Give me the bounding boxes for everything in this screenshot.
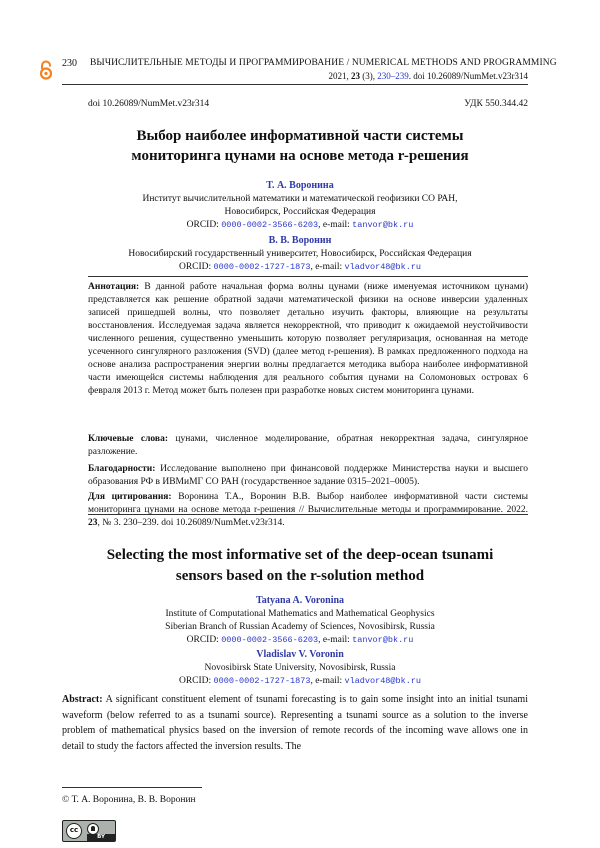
ru-keywords-text: цунами, численное моделирование, обратная некорректная задача, сингулярное разложение. [88, 434, 529, 457]
ru-keywords-label: Ключевые слова: [88, 434, 168, 444]
ru-author2-orcid-link[interactable]: 0000-0002-1727-1873 [213, 262, 311, 272]
ru-author2-affiliation [60, 248, 540, 274]
ru-author2-contacts [60, 261, 540, 274]
en-author1-orcid-link[interactable]: 0000-0002-3566-6203 [221, 635, 319, 645]
ru-citation [88, 491, 528, 530]
ru-cite-volume: 23 [88, 518, 98, 528]
ru-thanks-label: Благодарности: [88, 464, 156, 474]
en-abstract-label: Abstract: [62, 694, 103, 705]
ru-cite-text: Воронина Т.А., Воронин В.В. Выбор наиболее информативной части системы мониторинга цунами на основе метода r-решения // Вычислительные методы и программирование. 2022. [88, 492, 528, 515]
en-author1-affiliation [60, 608, 540, 647]
en-abstract-text: A significant constituent element of tsunami forecasting is to gain some insight into an initial tsunami waveform (below referred to as a tsunami source). Representing a tsunami source as a solution to the inverse problem of mathematical physics based on the inversion of remote records of the incoming wave allows one in detail to study the factors affected the inversion results. The [62, 694, 528, 752]
ru-author1-email-link[interactable]: tanvor@bk.ru [352, 220, 414, 230]
en-author2-affiliation [60, 662, 540, 688]
en-author1-affil-line1: Institute of Computational Mathematics and Mathematical Geophysics [165, 609, 435, 619]
ru-title-line2: мониторинга цунами на основе метода r-решения [131, 148, 469, 164]
ru-abstract-top-rule [88, 276, 528, 277]
issue-volume: 23 [351, 71, 360, 81]
en-author1-email-link[interactable]: tanvor@bk.ru [352, 635, 414, 645]
open-access-icon [38, 60, 54, 80]
journal-title: ВЫЧИСЛИТЕЛЬНЫЕ МЕТОДЫ И ПРОГРАММИРОВАНИЕ / NUMERICAL METHODS AND PROGRAMMING [90, 58, 557, 68]
en-author1-name: Tatyana A. Voronina [255, 595, 345, 606]
doi: doi 10.26089/NumMet.v23r314 [88, 99, 210, 109]
ru-cite-label: Для цитирования: [88, 492, 172, 502]
orcid-label: ORCID: [178, 262, 214, 272]
en-author2-orcid-link[interactable]: 0000-0002-1727-1873 [213, 676, 311, 686]
ru-keywords [88, 433, 528, 459]
en-title-line2: sensors based on the r-solution method [175, 568, 425, 584]
orcid-label: ORCID: [186, 220, 222, 230]
ru-thanks-text: Исследование выполнено при финансовой поддержке Министерства науки и высшего образования РФ в ИВМиМГ СО РАН (государственное задание 0315–2021–0005). [88, 464, 528, 487]
email-label: , e-mail: [310, 262, 345, 272]
email-label: , e-mail: [318, 220, 353, 230]
en-abstract [62, 692, 528, 754]
ru-author2-email-link[interactable]: vladvor48@bk.ru [344, 262, 422, 272]
ru-acknowledgements [88, 463, 528, 489]
en-author2-contacts [60, 675, 540, 688]
issue-number: (3), [360, 71, 378, 81]
issue-doi: . doi 10.26089/NumMet.v23r314 [408, 71, 528, 81]
ru-author1-contacts [60, 219, 540, 232]
copyright-footnote: © Т. А. Воронина, В. В. Воронин [62, 795, 196, 805]
cc-by-icon[interactable] [62, 820, 116, 842]
by-label: BY [87, 834, 115, 841]
cc-circle: cc [66, 823, 82, 839]
ru-author2-name: В. В. Воронин [268, 235, 332, 246]
ru-abstract-text: В данной работе начальная форма волны цунами (ниже именуемая источником цунами) представляется как решение обратной задачи математической физики на основе инверсии удаленных записей пришедшей волны, что позволяет детально изучить факторы, влияющие на результаты восстановления. Исследуемая задача является некорректной, что приводит к ожидаемой неустойчивости численного решения, существенно уменьшить которую позволяет регуляризация, основанная на методе усеченного сингулярного разложения (SVD) (далее метод r-решения). В рамках предложенного подхода на основе анализа распространения энергии волны предлагается методика выбора наиболее информативной части имеющейся системы наблюдения для реального события цунами на Соломоновых островах 6 февраля 2013 г. Метод может быть полезен при разработке новых систем мониторинга цунами. [88, 282, 528, 396]
ru-abstract [88, 281, 528, 398]
ru-author1-affil-line1: Институт вычислительной математики и математической геофизики СО РАН, [142, 194, 458, 204]
ru-cite-rest: , № 3. 230–239. doi 10.26089/NumMet.v23r314. [97, 518, 285, 528]
en-author2-email-link[interactable]: vladvor48@bk.ru [344, 676, 422, 686]
ru-author1-affil-line2: Новосибирск, Российская Федерация [224, 207, 376, 217]
en-author1-contacts [60, 634, 540, 647]
ru-author1-orcid-link[interactable]: 0000-0002-3566-6203 [221, 220, 319, 230]
ru-author1-affiliation [60, 193, 540, 232]
orcid-label: ORCID: [178, 676, 214, 686]
en-title [50, 545, 550, 587]
en-title-line1: Selecting the most informative set of the deep-ocean tsunami [106, 547, 494, 563]
ru-author2-affil-line1: Новосибирский государственный университет, Новосибирск, Российская Федерация [128, 249, 472, 259]
issue-year: 2021, [328, 71, 349, 81]
page-number: 230 [62, 58, 77, 69]
en-author2-affil-line1: Novosibirsk State University, Novosibirsk, Russia [204, 663, 396, 673]
ru-abstract-label: Аннотация: [88, 282, 140, 292]
ru-section-bottom-rule [88, 514, 528, 515]
en-author1-affil-line2: Siberian Branch of Russian Academy of Sciences, Novosibirsk, Russia [165, 622, 435, 632]
email-label: , e-mail: [318, 635, 353, 645]
orcid-label: ORCID: [186, 635, 222, 645]
header-rule [62, 84, 528, 85]
email-label: , e-mail: [310, 676, 345, 686]
ru-author1-name: Т. А. Воронина [266, 180, 334, 191]
ru-title [60, 126, 540, 166]
ru-title-line1: Выбор наиболее информативной части системы [136, 128, 464, 144]
issue-pages-link[interactable]: 230–239 [377, 71, 409, 81]
en-author2-name: Vladislav V. Voronin [256, 649, 344, 660]
journal-issue-line [260, 71, 528, 81]
udk: УДК 550.344.42 [464, 99, 528, 109]
footnote-rule [62, 787, 202, 788]
